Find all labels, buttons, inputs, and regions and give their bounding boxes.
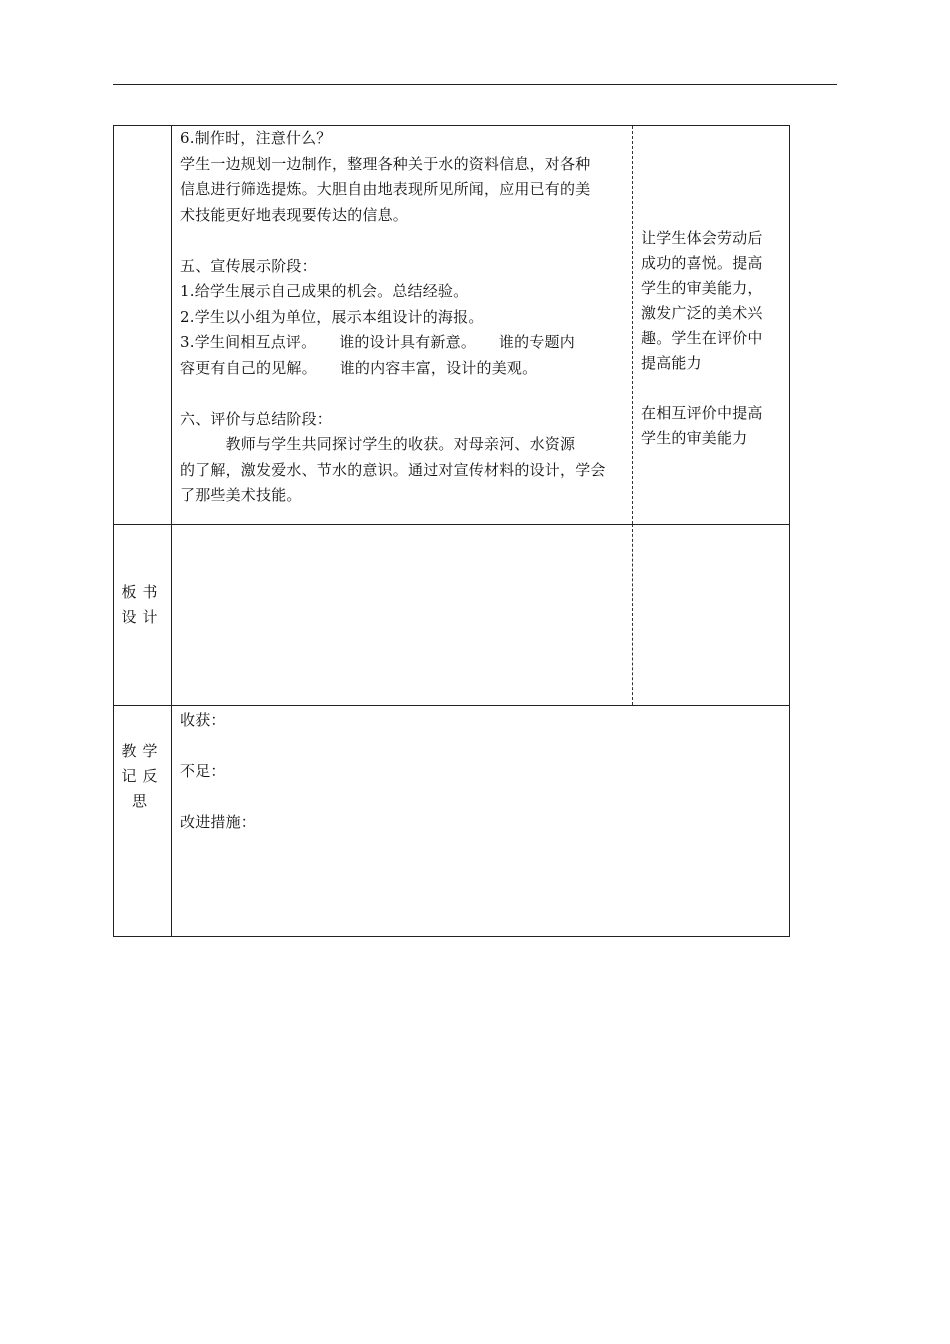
board-design-label-line: 设计 bbox=[121, 608, 164, 626]
content-line: 教师与学生共同探讨学生的收获。对母亲河、水资源 bbox=[180, 435, 576, 453]
content-spacer bbox=[180, 228, 606, 254]
note-line: 趣。学生在评价中 bbox=[641, 329, 763, 347]
content-line: 信息进行筛选提炼。大胆自由地表现所见所闻，应用已有的美 bbox=[180, 180, 591, 198]
note-line: 成功的喜悦。提高 bbox=[641, 254, 763, 272]
board-design-label-line: 板书 bbox=[121, 583, 164, 601]
note-line: 学生的审美能力 bbox=[641, 429, 748, 447]
content-line: 了那些美术技能。 bbox=[180, 486, 302, 504]
reflection-spacer bbox=[180, 734, 256, 760]
notes-column-divider-top bbox=[632, 126, 633, 524]
reflection-gain: 收获： bbox=[180, 711, 226, 729]
label-column-divider bbox=[171, 126, 172, 936]
section-heading: 六、评价与总结阶段： bbox=[180, 409, 333, 428]
row-divider-reflection bbox=[114, 705, 789, 706]
content-line: 3.学生间相互点评。 谁的设计具有新意。 谁的专题内 bbox=[180, 333, 575, 351]
reflection-shortfall: 不足： bbox=[180, 762, 226, 780]
reflection-label-line: 思 bbox=[131, 792, 153, 810]
note-line: 在相互评价中提高 bbox=[641, 404, 763, 422]
note-line: 让学生体会劳动后 bbox=[641, 229, 763, 247]
note-line: 激发广泛的美术兴 bbox=[641, 304, 763, 322]
reflection-label-line: 教学 bbox=[121, 742, 164, 760]
content-line: 学生一边规划一边制作，整理各种关于水的资料信息，对各种 bbox=[180, 154, 591, 173]
reflection-content bbox=[180, 708, 256, 836]
content-line: 术技能更好地表现要传达的信息。 bbox=[180, 205, 409, 224]
header-rule bbox=[113, 84, 837, 85]
content-line: 的了解，激发爱水、节水的意识。通过对宣传材料的设计，学会 bbox=[180, 460, 606, 479]
reflection-label-line: 记反 bbox=[121, 767, 164, 785]
lesson-content bbox=[180, 126, 606, 509]
reflection-label bbox=[114, 739, 171, 814]
content-line: 2.学生以小组为单位，展示本组设计的海报。 bbox=[180, 307, 484, 326]
lesson-table bbox=[113, 125, 790, 937]
note-line: 学生的审美能力， bbox=[641, 279, 763, 297]
content-line: 6.制作时，注意什么？ bbox=[180, 129, 332, 147]
board-design-label bbox=[114, 580, 171, 630]
notes-column-divider-middle bbox=[632, 524, 633, 705]
content-spacer bbox=[180, 381, 606, 407]
content-line: 1.给学生展示自己成果的机会。总结经验。 bbox=[180, 282, 469, 300]
design-notes bbox=[641, 226, 763, 451]
content-line: 容更有自己的见解。 谁的内容丰富，设计的美观。 bbox=[180, 358, 538, 377]
note-line: 提高能力 bbox=[641, 354, 702, 372]
section-heading: 五、宣传展示阶段： bbox=[180, 256, 317, 275]
reflection-improve: 改进措施： bbox=[180, 813, 257, 831]
reflection-spacer bbox=[180, 785, 256, 811]
note-spacer bbox=[641, 376, 763, 401]
row-divider-board bbox=[114, 524, 789, 525]
